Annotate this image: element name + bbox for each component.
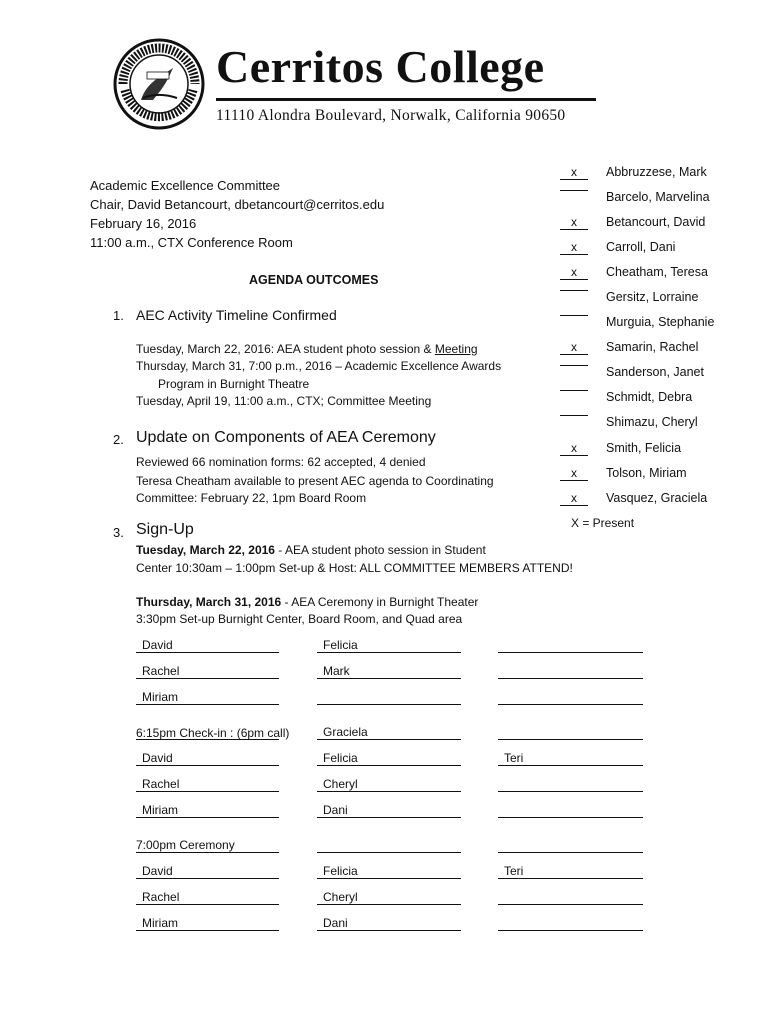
attendance-name: Cheatham, Teresa [606,265,708,279]
signup-slot[interactable]: Rachel [136,890,279,905]
item1-line1 [136,342,478,356]
chair-line: Chair, David Betancourt, dbetancourt@cerritos.edu [90,197,385,212]
attendance-name: Betancourt, David [606,215,706,229]
signup-slot[interactable]: David [136,751,279,766]
signup-slot[interactable]: Miriam [136,690,279,705]
attendance-name: Abbruzzese, Mark [606,165,707,179]
meeting-link[interactable]: Meeting [434,342,478,356]
signup-slot[interactable]: Cheryl [317,777,461,792]
attendance-mark[interactable]: x [560,265,588,280]
signup-slot[interactable] [498,690,643,705]
signup-slot[interactable]: Teri [498,751,643,766]
item2-heading: Update on Components of AEA Ceremony [136,429,436,446]
signup-slot[interactable] [317,690,461,705]
signup1-date: Tuesday, March 22, 2016 [136,543,275,557]
item2-number: 2. [113,432,124,447]
item1-heading: AEC Activity Timeline Confirmed [136,307,337,323]
signup-slot[interactable]: David [136,864,279,879]
signup-slot[interactable] [498,890,643,905]
meeting-date: February 16, 2016 [90,216,197,231]
signup-slot[interactable] [498,803,643,818]
attendance-mark[interactable]: x [560,441,588,456]
attendance-name: Sanderson, Janet [606,365,704,379]
item3-heading: Sign-Up [136,521,194,538]
item2-line3: Committee: February 22, 1pm Board Room [136,491,367,505]
attendance-legend: X = Present [571,516,635,530]
signup-slot[interactable]: Rachel [136,777,279,792]
signup-slot[interactable] [498,838,643,853]
attendance-name: Samarin, Rachel [606,340,699,354]
signup-slot[interactable] [498,725,643,740]
signup1-desc: - AEA student photo session in Student [274,543,486,557]
signup1-line1 [136,543,486,557]
item1-line2: Thursday, March 31, 7:00 p.m., 2016 – Academic Excellence Awards [136,359,502,373]
signup-slot[interactable]: David [136,638,279,653]
signup1-line2: Center 10:30am – 1:00pm Set-up & Host: ALL COMMITTEE MEMBERS ATTEND! [136,561,573,575]
attendance-mark[interactable]: x [560,240,588,255]
attendance-name: Murguia, Stephanie [606,315,715,329]
page-title: AGENDA OUTCOMES [249,273,379,287]
signup-slot[interactable]: Rachel [136,664,279,679]
attendance-mark[interactable]: x [560,215,588,230]
attendance-mark[interactable] [560,365,588,366]
attendance-name: Gersitz, Lorraine [606,290,699,304]
signup2-date: Thursday, March 31, 2016 [136,595,282,609]
ceremony-label: 7:00pm Ceremony [136,838,235,852]
item2-line2: Teresa Cheatham available to present AEC agenda to Coordinating [136,474,494,488]
item2-line1: Reviewed 66 nomination forms: 62 accepted, 4 denied [136,455,426,469]
meeting-time-place: 11:00 a.m., CTX Conference Room [90,235,293,250]
signup-slot[interactable] [498,638,643,653]
attendance-mark[interactable] [560,390,588,391]
attendance-name: Schmidt, Debra [606,390,693,404]
college-name: Cerritos College [216,41,545,92]
signup-slot[interactable] [498,916,643,931]
signup-slot[interactable]: Cheryl [317,890,461,905]
attendance-name: Smith, Felicia [606,441,682,455]
item1-line1-text: Tuesday, March 22, 2016: AEA student photo session & [136,342,435,356]
college-address: 11110 Alondra Boulevard, Norwalk, California 90650 [216,107,566,124]
signup-slot[interactable]: Felicia [317,638,461,653]
attendance-mark[interactable] [560,315,588,316]
attendance-name: Barcelo, Marvelina [606,190,710,204]
checkin-label: 6:15pm Check-in : (6pm call) [136,726,290,740]
signup2-line1 [136,595,478,609]
attendance-mark[interactable]: x [560,165,588,180]
signup-slot[interactable] [498,664,643,679]
item1-number: 1. [113,308,124,323]
item1-line3: Program in Burnight Theatre [158,377,310,391]
signup-slot[interactable] [136,725,279,740]
signup2-desc: - AEA Ceremony in Burnight Theater [281,595,479,609]
signup2-line2: 3:30pm Set-up Burnight Center, Board Room, and Quad area [136,612,463,626]
signup-slot[interactable]: Miriam [136,916,279,931]
attendance-name: Vasquez, Graciela [606,491,708,505]
signup-slot[interactable]: Mark [317,664,461,679]
committee-name: Academic Excellence Committee [90,178,281,193]
attendance-mark[interactable] [560,415,588,416]
signup-slot[interactable]: Miriam [136,803,279,818]
attendance-mark[interactable] [560,290,588,291]
signup-slot[interactable]: Dani [317,916,461,931]
letterhead-rule [216,98,596,101]
attendance-mark[interactable] [560,190,588,191]
signup-slot[interactable]: Felicia [317,751,461,766]
attendance-name: Carroll, Dani [606,240,676,254]
signup-slot[interactable]: Graciela [317,725,461,740]
attendance-name: Tolson, Miriam [606,466,687,480]
item1-line4: Tuesday, April 19, 11:00 a.m., CTX; Committee Meeting [136,394,432,408]
signup-slot[interactable]: Dani [317,803,461,818]
signup-slot[interactable]: Teri [498,864,643,879]
attendance-name: Shimazu, Cheryl [606,415,698,429]
attendance-mark[interactable]: x [560,466,588,481]
signup-slot[interactable] [317,838,461,853]
signup-slot[interactable] [498,777,643,792]
college-seal-logo [113,38,205,130]
signup-slot[interactable]: Felicia [317,864,461,879]
attendance-mark[interactable]: x [560,340,588,355]
signup-slot[interactable] [136,838,279,853]
attendance-mark[interactable]: x [560,491,588,506]
item3-number: 3. [113,525,124,540]
